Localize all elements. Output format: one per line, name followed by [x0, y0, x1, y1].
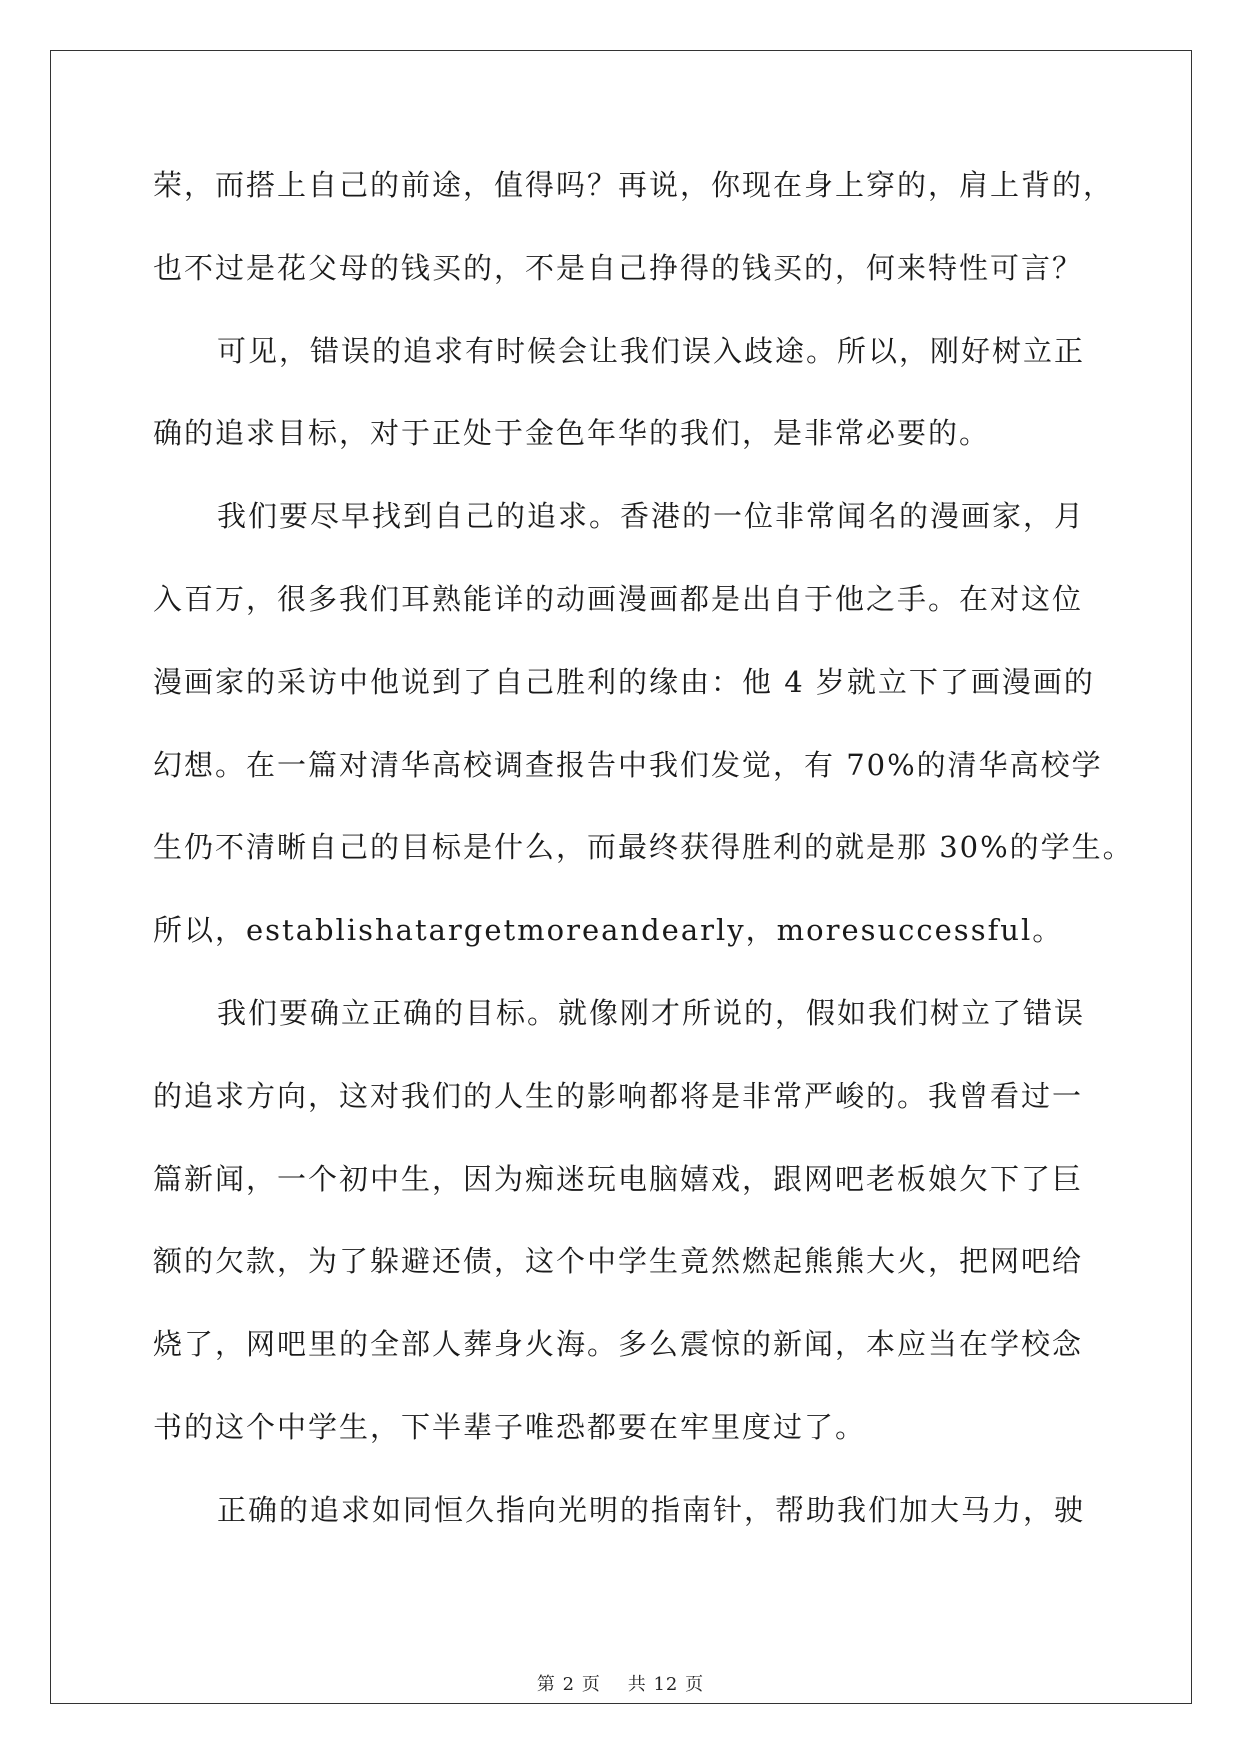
text-line: 幻想。在一篇对清华高校调查报告中我们发觉，有 70%的清华高校学	[153, 747, 1103, 782]
text-line: 书的这个中学生，下半辈子唯恐都要在牢里度过了。	[153, 1409, 867, 1444]
text-line: 我们要确立正确的目标。就像刚才所说的，假如我们树立了错误	[217, 995, 1086, 1030]
text-line: 篇新闻，一个初中生，因为痴迷玩电脑嬉戏，跟网吧老板娘欠下了巨	[153, 1161, 1084, 1196]
text-line: 可见，错误的追求有时候会让我们误入歧途。所以，刚好树立正	[217, 333, 1086, 368]
text-line: 所以，establishatargetmoreandearly，moresuccessful。	[153, 913, 1064, 948]
text-line: 荣，而搭上自己的前途，值得吗？再说，你现在身上穿的，肩上背的，	[153, 168, 1115, 202]
text-line: 我们要尽早找到自己的追求。香港的一位非常闻名的漫画家，月	[217, 499, 1086, 534]
text-line: 正确的追求如同恒久指向光明的指南针，帮助我们加大马力，驶	[217, 1492, 1086, 1527]
page-number: 第 2 页	[536, 1674, 601, 1695]
text-line: 也不过是花父母的钱买的，不是自己挣得的钱买的，何来特性可言？	[153, 250, 1084, 285]
text-line: 入百万，很多我们耳熟能详的动画漫画都是出自于他之手。在对这位	[153, 581, 1084, 616]
document-body	[153, 168, 1134, 1576]
text-line: 生仍不清晰自己的目标是什么，而最终获得胜利的就是那 30%的学生。	[153, 830, 1134, 865]
text-line: 额的欠款，为了躲避还债，这个中学生竟然燃起熊熊大火，把网吧给	[153, 1244, 1084, 1279]
text-line: 烧了，网吧里的全部人葬身火海。多么震惊的新闻，本应当在学校念	[153, 1327, 1084, 1362]
text-line: 确的追求目标，对于正处于金色年华的我们，是非常必要的。	[153, 416, 991, 451]
text-line: 漫画家的采访中他说到了自己胜利的缘由：他 4 岁就立下了画漫画的	[153, 664, 1095, 699]
text-line: 的追求方向，这对我们的人生的影响都将是非常严峻的。我曾看过一	[153, 1078, 1084, 1113]
page-footer	[0, 1670, 1241, 1696]
page-total: 共 12 页	[627, 1674, 705, 1695]
